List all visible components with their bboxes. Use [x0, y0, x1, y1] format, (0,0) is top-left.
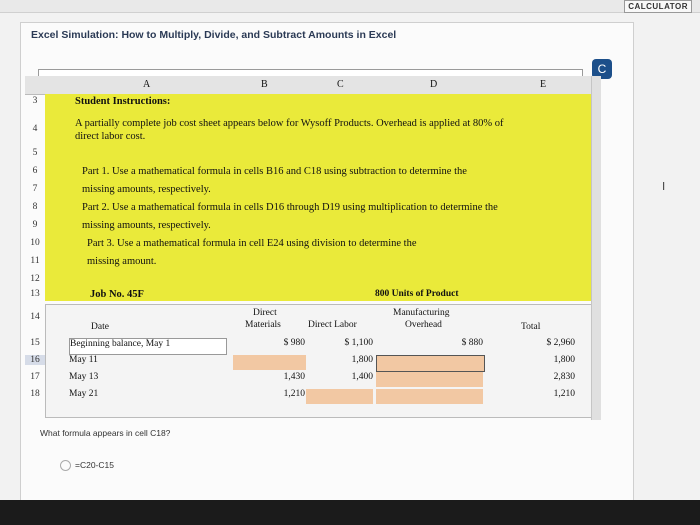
- total-cell[interactable]: $ 2,960: [546, 338, 575, 348]
- row-number: 10: [30, 238, 40, 248]
- spreadsheet: [25, 76, 595, 399]
- total-cell[interactable]: 1,800: [553, 355, 575, 365]
- instruction-text: missing amounts, respectively.: [82, 220, 211, 231]
- sheet-scrollbar[interactable]: [591, 76, 601, 420]
- instructions-title: Student Instructions:: [75, 96, 171, 107]
- instruction-text: Part 3. Use a mathematical formula in cell E24 using division to determine the: [87, 238, 417, 249]
- direct-labor-cell[interactable]: $ 1,100: [344, 338, 373, 348]
- instruction-text: missing amounts, respectively.: [82, 184, 211, 195]
- calculator-button[interactable]: CALCULATOR: [624, 0, 692, 13]
- overhead-input[interactable]: [376, 372, 483, 387]
- date-cell[interactable]: May 21: [69, 389, 99, 399]
- instruction-text: missing amount.: [87, 256, 157, 267]
- column-c-header[interactable]: C: [337, 79, 344, 90]
- row-number: 12: [30, 274, 40, 284]
- direct-labor-cell[interactable]: 1,400: [351, 372, 373, 382]
- instruction-text: A partially complete job cost sheet appears below for Wysoff Products. Overhead is applied at 80% of: [75, 118, 504, 129]
- row-number: 13: [30, 289, 40, 299]
- overhead-input[interactable]: [376, 389, 483, 404]
- row-number: 8: [32, 202, 38, 212]
- manufacturing-overhead-header: Manufacturing: [393, 308, 450, 318]
- column-e-header[interactable]: E: [540, 79, 547, 90]
- row-number: 5: [32, 148, 38, 158]
- row-18: [25, 389, 595, 405]
- instruction-text: Part 2. Use a mathematical formula in cells D16 through D19 using multiplication to determine the: [82, 202, 498, 213]
- row-number: 9: [32, 220, 38, 230]
- instruction-text: direct labor cost.: [75, 131, 146, 142]
- overhead-cell[interactable]: $ 880: [461, 338, 483, 348]
- row-number: 7: [32, 184, 38, 194]
- total-cell[interactable]: 2,830: [553, 372, 575, 382]
- refresh-icon[interactable]: C: [592, 59, 612, 79]
- units-label: 800 Units of Product: [375, 289, 459, 299]
- overhead-input[interactable]: [376, 355, 485, 372]
- instruction-text: Part 1. Use a mathematical formula in cells B16 and C18 using subtraction to determine the: [82, 166, 467, 177]
- date-cell[interactable]: [69, 338, 227, 355]
- job-number: Job No. 45F: [90, 289, 144, 300]
- direct-labor-cell[interactable]: 1,800: [351, 355, 373, 365]
- manufacturing-overhead-header-2: Overhead: [405, 320, 442, 330]
- row-number: 6: [32, 166, 38, 176]
- direct-materials-header-2: Materials: [245, 320, 281, 330]
- column-d-header[interactable]: D: [430, 79, 438, 90]
- direct-materials-input[interactable]: [233, 355, 306, 370]
- row-16: [25, 355, 595, 371]
- direct-materials-header: Direct: [253, 308, 277, 318]
- column-b-header[interactable]: B: [261, 79, 268, 90]
- total-cell[interactable]: 1,210: [553, 389, 575, 399]
- column-header-row: [25, 76, 595, 95]
- date-cell[interactable]: May 11: [69, 355, 98, 365]
- row-17: [25, 372, 595, 388]
- answer-option-1[interactable]: [60, 460, 114, 471]
- direct-materials-cell[interactable]: 1,430: [283, 372, 305, 382]
- row-number: 15: [30, 338, 40, 348]
- date-header: Date: [91, 322, 109, 332]
- row-number: 16: [25, 355, 45, 365]
- row-number: 17: [30, 372, 40, 382]
- row-number: 11: [30, 256, 40, 266]
- row-number: 4: [32, 124, 38, 134]
- radio-button[interactable]: [60, 460, 71, 471]
- column-a-header[interactable]: A: [143, 79, 151, 90]
- page-title: Excel Simulation: How to Multiply, Divide, and Subtract Amounts in Excel: [31, 29, 397, 41]
- row-number: 14: [30, 312, 40, 322]
- direct-materials-cell[interactable]: $ 980: [283, 338, 305, 348]
- date-value: Beginning balance, May 1: [70, 339, 171, 349]
- date-cell[interactable]: May 13: [69, 372, 99, 382]
- direct-labor-header: Direct Labor: [308, 320, 357, 330]
- row-number: 18: [30, 389, 40, 399]
- text-cursor-icon: I: [662, 180, 666, 193]
- direct-materials-cell[interactable]: 1,210: [283, 389, 305, 399]
- answer-option-text: =C20-C15: [75, 460, 114, 470]
- direct-labor-input[interactable]: [306, 389, 373, 404]
- row-number: 3: [32, 96, 38, 106]
- question-prompt: What formula appears in cell C18?: [40, 428, 171, 438]
- row-15: [25, 338, 595, 354]
- top-bar: [0, 0, 700, 13]
- total-header: Total: [521, 322, 541, 332]
